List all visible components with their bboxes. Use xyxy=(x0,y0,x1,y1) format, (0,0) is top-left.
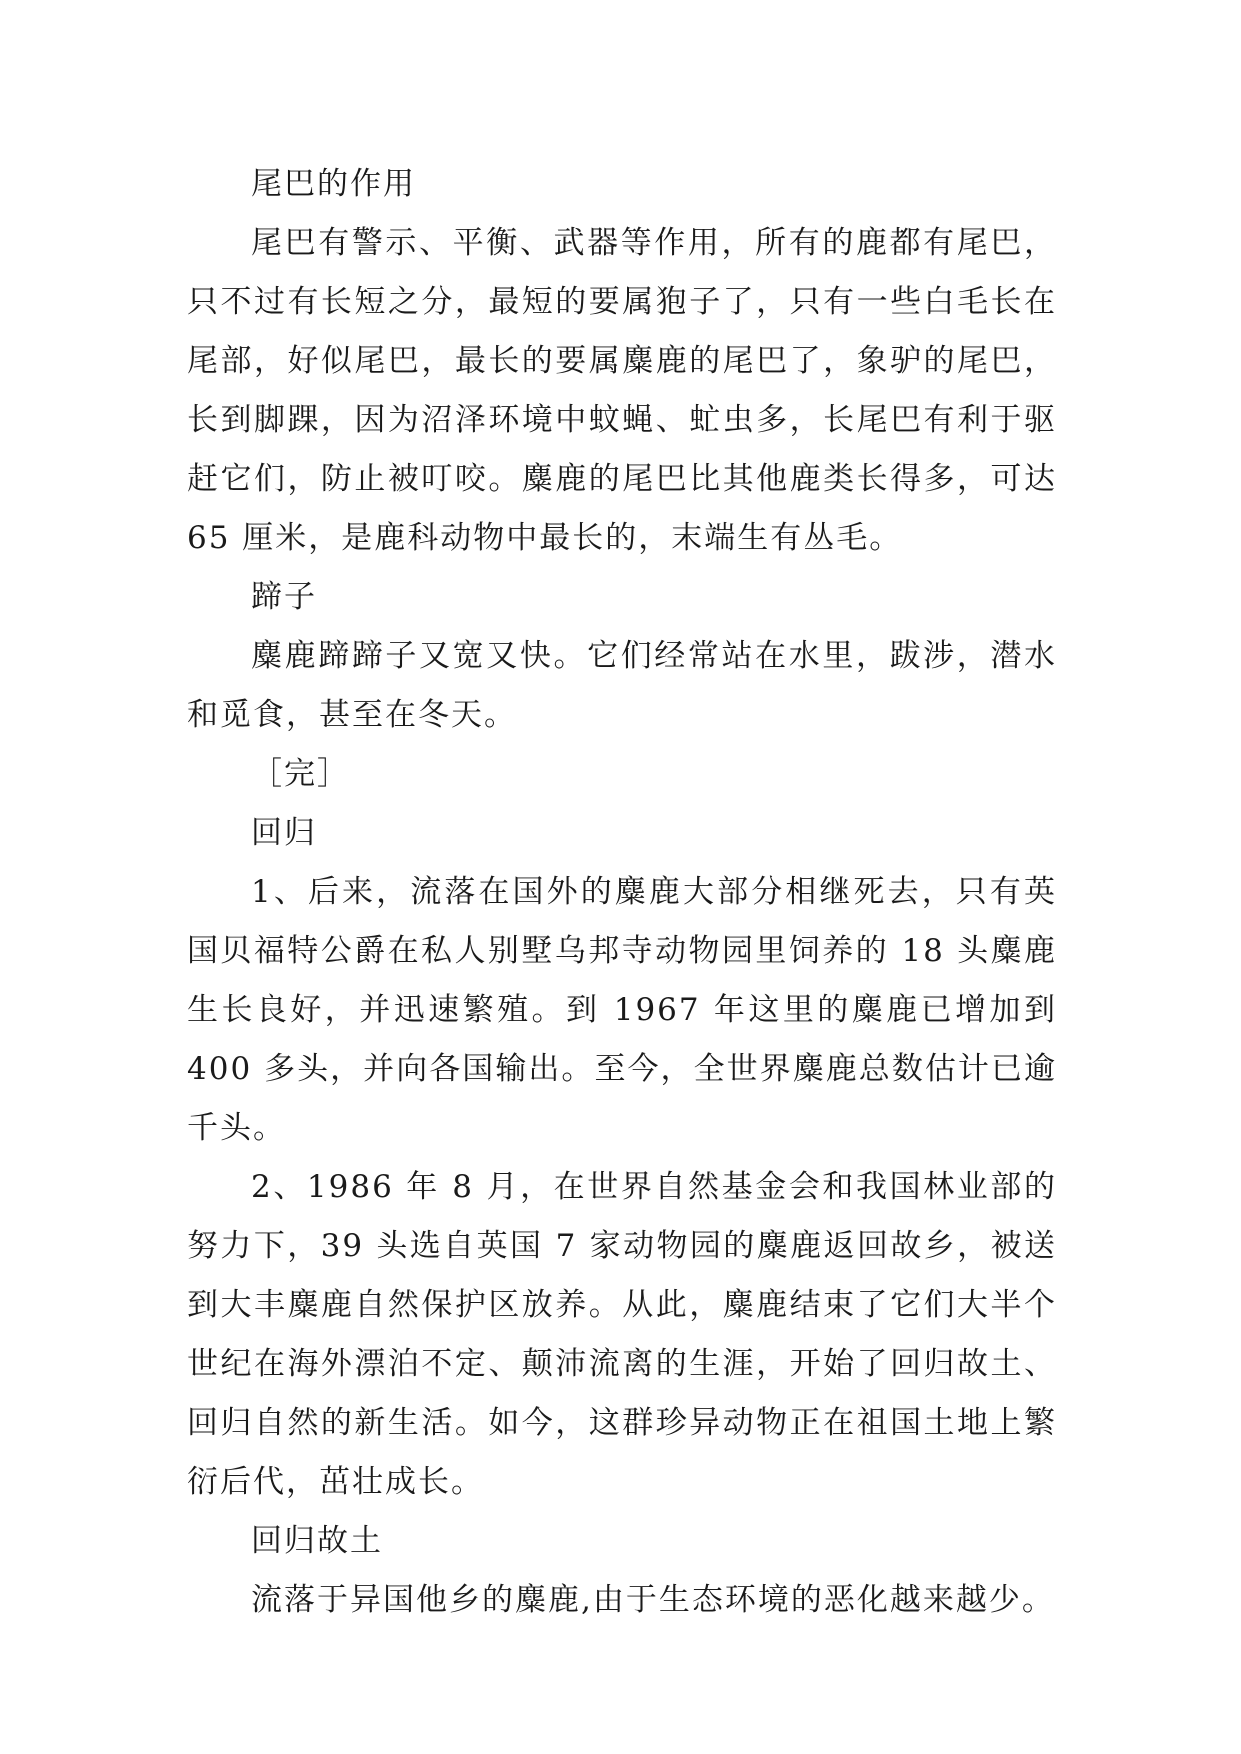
body-paragraph: 流落于异国他乡的麋鹿,由于生态环境的恶化越来越少。 xyxy=(251,1582,1055,1618)
body-paragraph: 麋鹿蹄蹄子又宽又快。它们经常站在水里，跋涉，潜水和觅食，甚至在冬天。 xyxy=(187,638,1057,733)
body-paragraph: 2、1986 年 8 月，在世界自然基金会和我国林业部的努力下，39 头选自英国 7 家动物园的麋鹿返回故乡，被送到大丰麋鹿自然保护区放养。从此，麋鹿结束了它们大半个世纪在海外漂泊不定、颠沛流离的生涯，开始了回归故土、回归自然的新生活。如今，这群珍异动物正在祖国土地上繁衍后代，茁壮成长。 xyxy=(187,1169,1057,1500)
section-heading: 蹄子 xyxy=(251,579,317,615)
document-body xyxy=(187,155,1057,1630)
body-paragraph: 尾巴有警示、平衡、武器等作用，所有的鹿都有尾巴，只不过有长短之分，最短的要属狍子了，只有一些白毛长在尾部，好似尾巴，最长的要属麋鹿的尾巴了，象驴的尾巴，长到脚踝，因为沼泽环境中蚊蝇、虻虫多，长尾巴有利于驱赶它们，防止被叮咬。麋鹿的尾巴比其他鹿类长得多，可达65 厘米，是鹿科动物中最长的，末端生有丛毛。 xyxy=(187,225,1057,556)
section-heading: 尾巴的作用 xyxy=(251,166,416,202)
end-marker: ［完］ xyxy=(251,756,350,792)
section-heading: 回归故土 xyxy=(251,1523,383,1559)
body-paragraph: 1、后来，流落在国外的麋鹿大部分相继死去，只有英国贝福特公爵在私人别墅乌邦寺动物园里饲养的 18 头麋鹿生长良好，并迅速繁殖。到 1967 年这里的麋鹿已增加到 400 多头，并向各国输出。至今，全世界麋鹿总数估计已逾千头。 xyxy=(187,874,1057,1146)
section-heading: 回归 xyxy=(251,815,317,851)
